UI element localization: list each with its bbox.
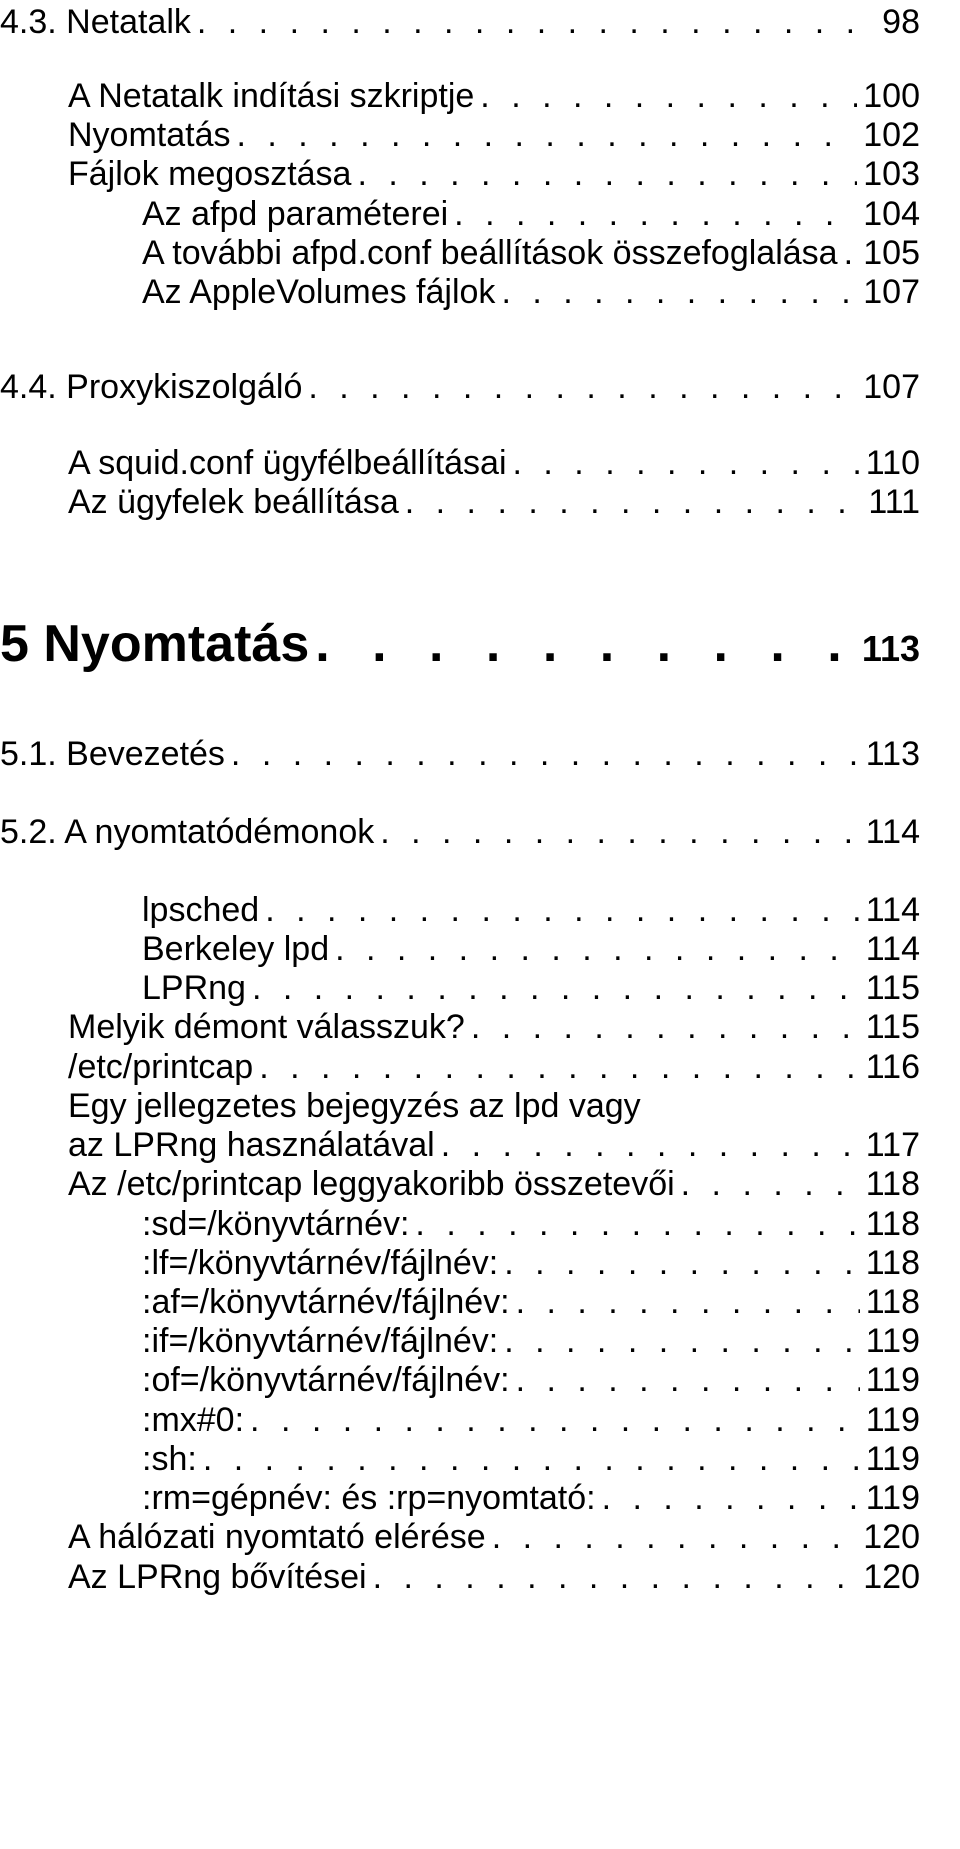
toc-entry [0,2,920,42]
toc-entry [142,1360,920,1400]
toc-entry-page: 110 [865,444,920,482]
toc-entry-page: 98 [882,3,920,41]
dot-leader [335,929,860,969]
toc-entry [142,1478,920,1518]
dot-leader [471,1007,860,1047]
toc-entry-page: 115 [865,969,920,1007]
toc-entry-page: 115 [865,1008,920,1046]
toc-entry-page: 104 [863,195,920,233]
toc-entry [68,482,920,522]
toc-entry-page: 119 [865,1440,920,1478]
toc-entry-label: LPRng [142,969,246,1007]
toc-entry [68,115,920,155]
dot-leader [259,1047,860,1087]
toc-entry-label: A további afpd.conf beállítások összefoglalása [142,234,838,272]
toc-entry [68,76,920,116]
toc-entry-label: lpsched [142,891,260,929]
dot-leader [315,614,856,674]
toc-entry-page: 102 [863,116,920,154]
dot-leader [237,115,858,155]
toc-entry [142,968,920,1008]
dot-leader [504,1243,860,1283]
toc-entry-label: :sd=/könyvtárnév: [142,1205,410,1243]
toc-entry-page: 117 [865,1126,920,1164]
toc-entry-page: 103 [863,155,920,193]
toc-entry-label: Az AppleVolumes fájlok [142,273,496,311]
toc-entry [142,1439,920,1479]
dot-leader [516,1282,860,1322]
toc-entry-page: 111 [868,483,920,521]
toc-chapter-page: 113 [861,628,920,669]
toc-entry [142,1243,920,1283]
dot-leader [231,734,860,774]
toc-entry-page: 120 [863,1558,920,1596]
toc-entry-page: 120 [863,1518,920,1556]
toc-entry-page: 114 [865,891,920,929]
toc-entry-label: 5.1. Bevezetés [0,735,225,773]
toc-entry-label: :lf=/könyvtárnév/fájlnév: [142,1244,499,1282]
dot-leader [454,194,857,234]
dot-leader [357,154,857,194]
toc-entry-page: 116 [865,1048,920,1086]
dot-leader [681,1164,860,1204]
toc-chapter-entry [0,614,920,679]
toc-entry-label: A Netatalk indítási szkriptje [68,77,475,115]
toc-entry [68,1164,920,1204]
toc-entry-label: :mx#0: [142,1401,245,1439]
toc-entry-label: /etc/printcap [68,1048,254,1086]
dot-leader [373,1557,858,1597]
toc-entry-page: 119 [865,1322,920,1360]
toc-entry-label: :if=/könyvtárnév/fájlnév: [142,1322,499,1360]
toc-entry [68,154,920,194]
toc-entry-label: :rm=gépnév: és :rp=nyomtató: [142,1479,596,1517]
toc-entry-label: 4.4. Proxykiszolgáló [0,368,303,406]
toc-entry-page: 118 [865,1205,920,1243]
toc-entry [142,272,920,312]
toc-entry [142,1204,920,1244]
toc-chapter-label: 5 Nyomtatás [0,615,310,673]
toc-entry [142,929,920,969]
toc-entry-page: 105 [863,234,920,272]
dot-leader [513,443,860,483]
dot-leader [380,812,860,852]
dot-leader [415,1204,859,1244]
toc-entry-label: A squid.conf ügyfélbeállításai [68,444,507,482]
toc-entry-label: Berkeley lpd [142,930,330,968]
toc-entry [0,812,920,852]
dot-leader [492,1517,858,1557]
toc-entry [0,367,920,407]
toc-entry-label: A hálózati nyomtató elérése [68,1518,486,1556]
toc-entry [142,1321,920,1361]
toc-entry-label: Fájlok megosztása [68,155,352,193]
toc-entry-label: Nyomtatás [68,116,231,154]
toc-entry-label: :sh: [142,1440,197,1478]
toc-entry-label: :of=/könyvtárnév/fájlnév: [142,1361,510,1399]
dot-leader [441,1125,860,1165]
toc-entry-page: 119 [865,1401,920,1439]
toc-entry [68,1007,920,1047]
toc-entry-page: 100 [863,77,920,115]
toc-entry [142,890,920,930]
toc-entry [0,734,920,774]
dot-leader [250,1400,860,1440]
toc-entry-page: 107 [863,368,920,406]
dot-leader [501,272,857,312]
toc-entry-label: 5.2. A nyomtatódémonok [0,813,375,851]
dot-leader [516,1360,860,1400]
toc-entry-page: 118 [865,1165,920,1203]
toc-entry-page: 113 [865,735,920,773]
toc-entry-label: Az ügyfelek beállítása [68,483,399,521]
toc-entry-label-line: Egy jellegzetes bejegyzés az lpd vagy [68,1087,641,1125]
dot-leader [602,1478,860,1518]
toc-entry [142,1282,920,1322]
toc-entry-page: 119 [865,1479,920,1517]
toc-entry [68,1125,920,1165]
dot-leader [308,367,857,407]
toc-entry [68,1047,920,1087]
toc-entry-label: Az LPRng bővítései [68,1558,367,1596]
toc-entry-page: 118 [865,1244,920,1282]
toc-entry [142,194,920,234]
dot-leader [405,482,863,522]
toc-entry-page: 107 [863,273,920,311]
dot-leader [252,968,860,1008]
toc-entry-label: Az /etc/printcap leggyakoribb összetevői [68,1165,675,1203]
toc-entry-label: Melyik démont válasszuk? [68,1008,465,1046]
toc-entry-label: :af=/könyvtárnév/fájlnév: [142,1283,510,1321]
dot-leader [480,76,857,116]
toc-entry-page: 119 [865,1361,920,1399]
toc-entry [68,1517,920,1557]
toc-entry [68,1557,920,1597]
toc-entry-page: 118 [865,1283,920,1321]
dot-leader [844,233,858,273]
dot-leader [504,1321,860,1361]
toc-entry [142,233,920,273]
dot-leader [203,1439,860,1479]
toc-entry [68,443,920,483]
dot-leader [265,890,860,930]
toc-entry-page: 114 [865,813,920,851]
dot-leader [197,2,876,42]
toc-entry [142,1400,920,1440]
toc-entry-label: 4.3. Netatalk [0,3,191,41]
toc-entry-label: Az afpd paraméterei [142,195,449,233]
toc-entry-label: az LPRng használatával [68,1126,435,1164]
toc-entry-page: 114 [865,930,920,968]
